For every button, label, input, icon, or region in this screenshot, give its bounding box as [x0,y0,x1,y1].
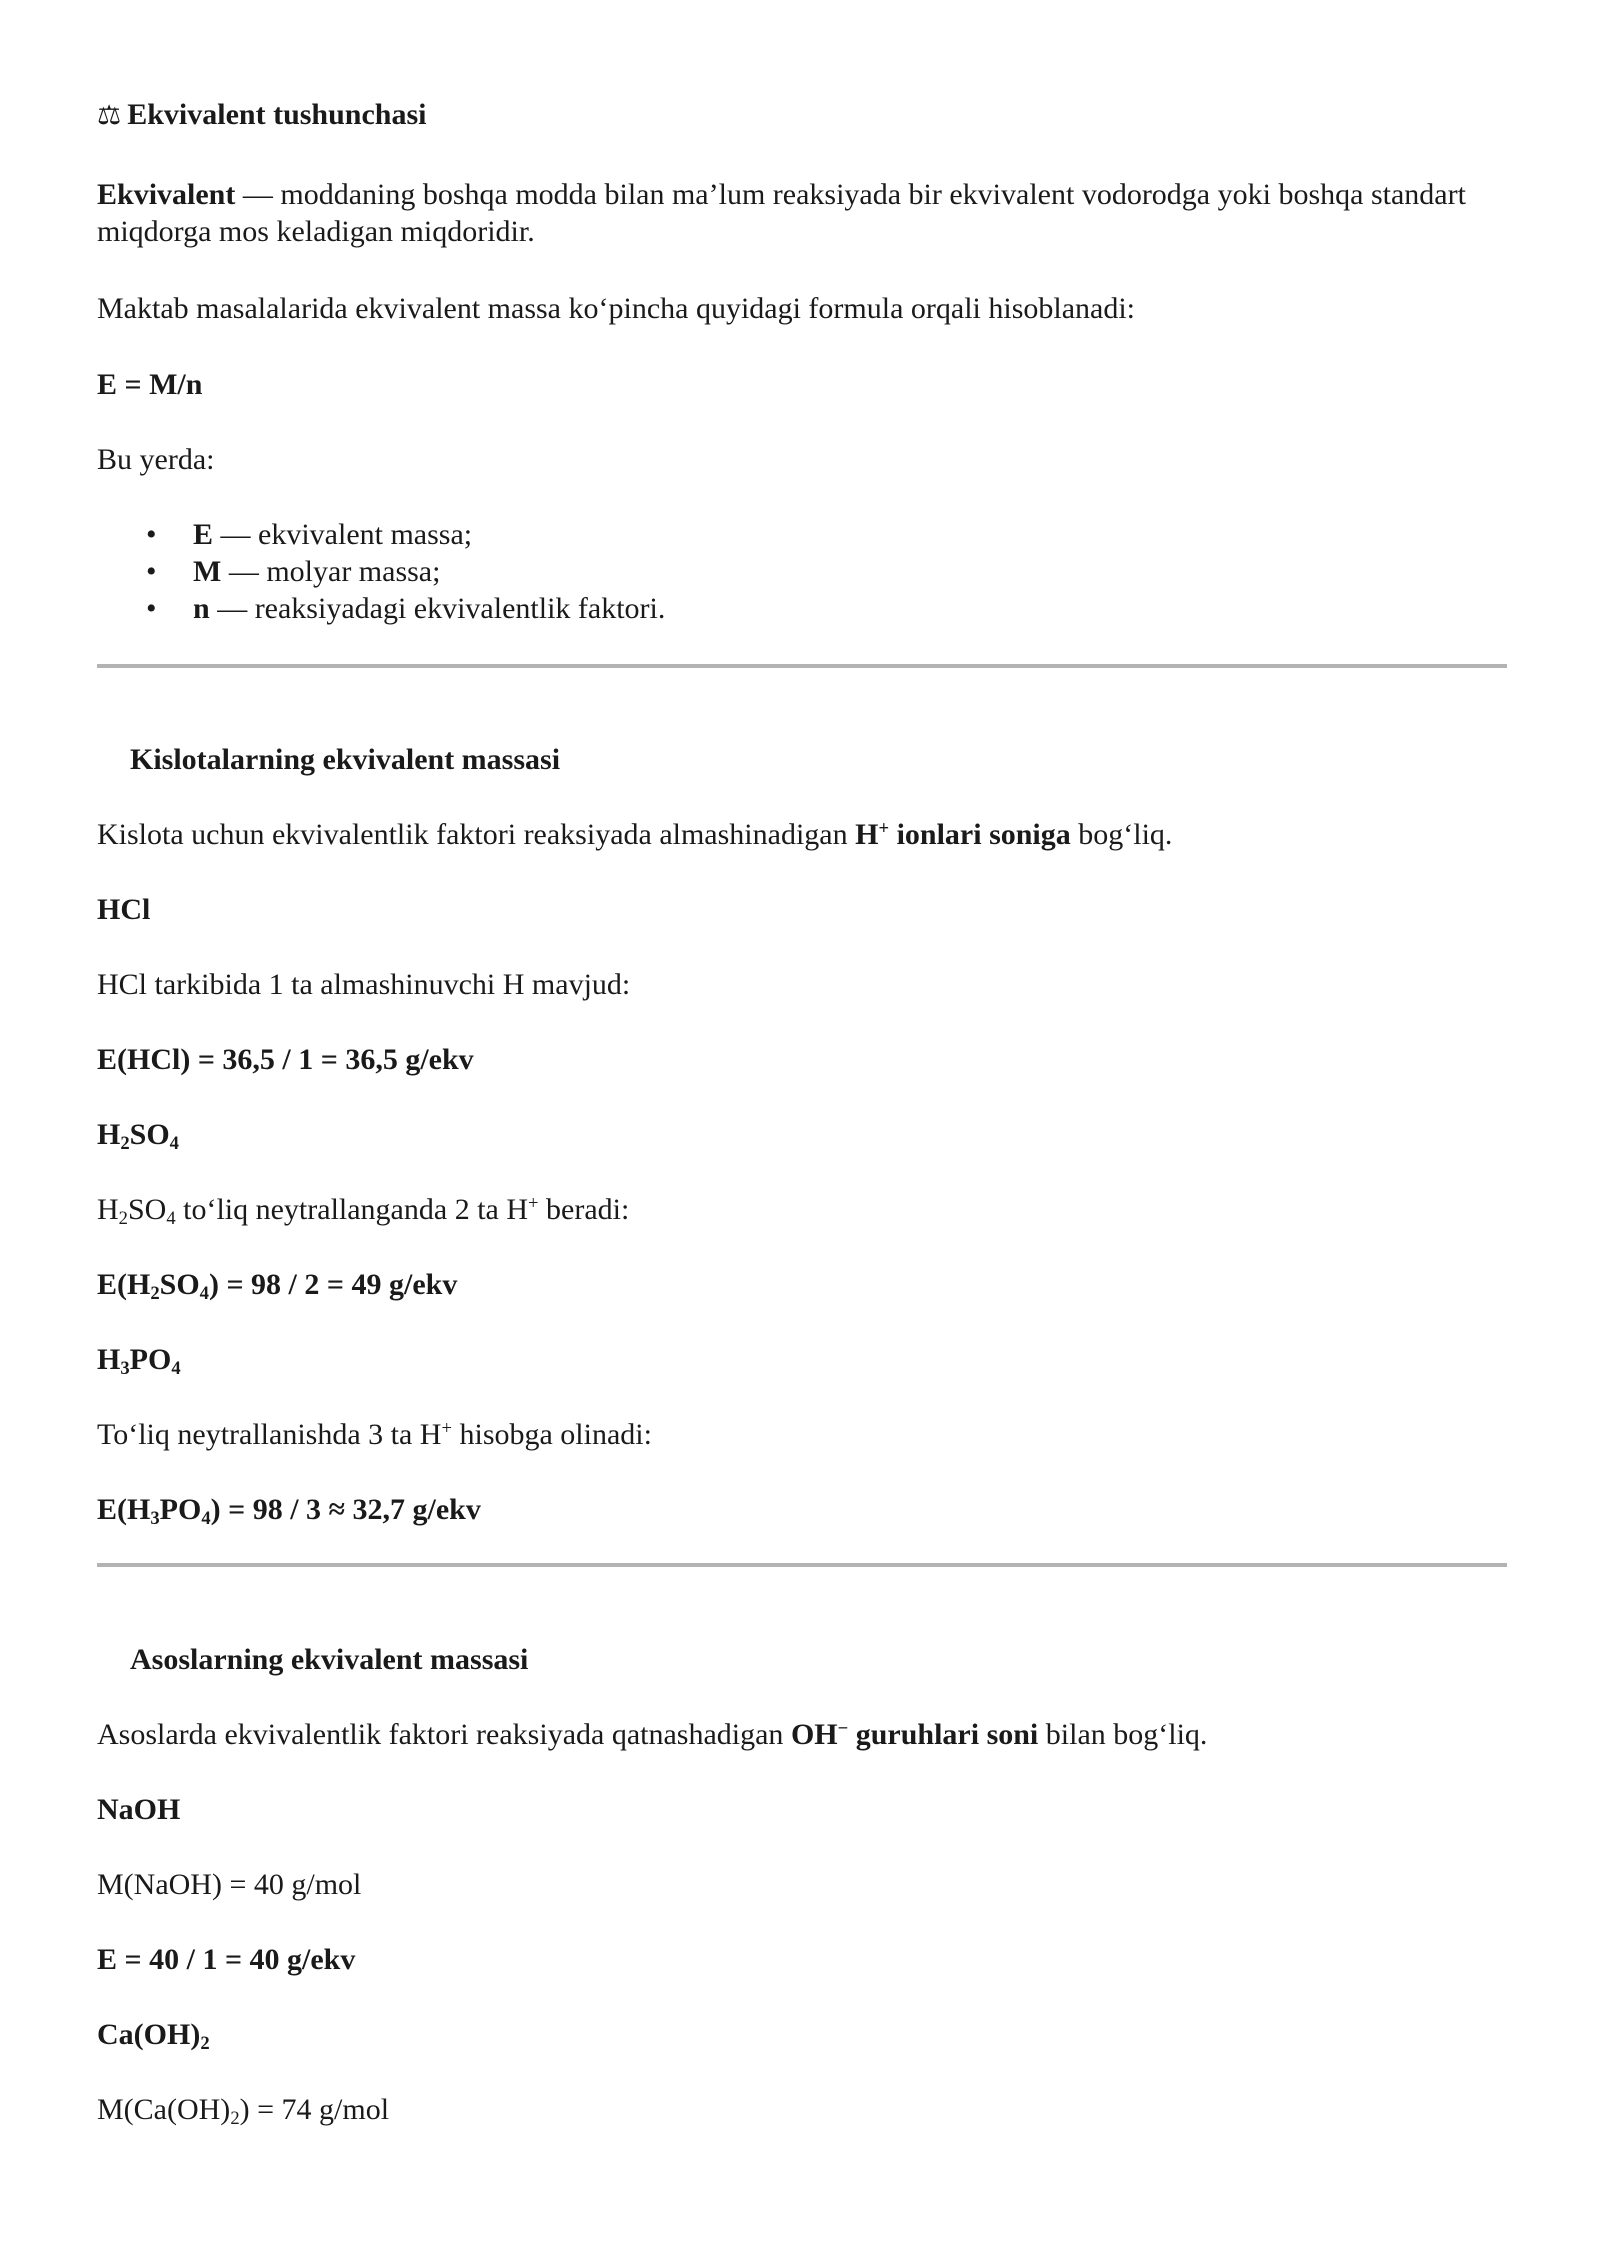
section-title-ekvivalent [97,96,427,134]
where-text: Bu yerda: [97,443,215,476]
formula-part: ) = 98 / 3 ≈ 32,7 g/ekv [210,1493,481,1526]
formula-sub: 4 [169,1133,179,1155]
section-title-text: Ekvivalent tushunchasi [127,98,427,131]
h3po4-label [97,1341,181,1378]
section-title-kislotalar: Kislotalarning ekvivalent massasi [130,743,561,776]
bullet-icon: • [146,518,157,551]
lead-bold-rest: guruhlari soni [848,1718,1039,1751]
lead-bold-oh: OH [790,1718,838,1751]
lead-bold-sup: − [837,1717,849,1739]
formula-sub: 3 [120,1358,130,1380]
definition-term: Ekvivalent [97,178,236,211]
formula-part: H [97,1193,119,1226]
list-item [146,553,665,590]
text-part: to‘liq neytrallanganda 2 ta H [175,1193,529,1226]
formula-sup: + [441,1417,452,1439]
formula-part: M(Ca(OH) [97,2093,231,2126]
list-item [146,516,665,553]
lead-bold-rest: ionlari soniga [889,818,1071,851]
formula-part: H [97,1343,121,1376]
h2so4-calc [97,1266,457,1303]
formula-sub: 2 [118,1208,128,1230]
hcl-text: HCl tarkibida 1 ta almashinuvchi H mavjud: [97,968,631,1001]
formula-part: E(H [97,1493,151,1526]
formula-sub: 3 [150,1508,160,1530]
list-item-text: — molyar massa; [221,555,441,588]
lead-bold-sup: + [878,817,890,839]
lead-after: bilan bog‘liq. [1038,1718,1208,1751]
formula-part: PO [129,1343,172,1376]
definitions-list [97,516,665,627]
formula-part: E(H [97,1268,151,1301]
list-item-term: M [193,555,222,588]
hcl-label: HCl [97,893,151,926]
h2so4-label [97,1116,179,1153]
formula-sub: 4 [201,1508,211,1530]
naoh-label: NaOH [97,1793,181,1826]
formula-part: PO [159,1493,202,1526]
formula-part: Ca(OH) [97,2018,201,2051]
text-part: To‘liq neytrallanishda 3 ta H [97,1418,442,1451]
list-item [146,590,665,627]
text-part: hisobga olinadi: [451,1418,652,1451]
formula-part: SO [129,1118,170,1151]
formula-sub: 4 [166,1208,176,1230]
formula-sub: 4 [199,1283,209,1305]
lead-after: bog‘liq. [1070,818,1173,851]
caoh2-molar [97,2091,389,2128]
hcl-calc: E(HCl) = 36,5 / 1 = 36,5 g/ekv [97,1043,474,1076]
lead-text: Asoslarda ekvivalentlik faktori reaksiyada qatnashadigan [97,1718,791,1751]
formula-part: H [97,1118,121,1151]
horizontal-divider [97,664,1507,668]
definition-text: — moddaning boshqa modda bilan ma’lum reaksiyada bir ekvivalent vodorodga yoki boshqa standart miqdorga mos keladigan miqdoridir. [97,178,1466,248]
base-lead-text [97,1716,1207,1753]
scale-icon: ⚖ [97,100,122,131]
lead-bold-h: H [855,818,879,851]
list-item-text: — ekvivalent massa; [213,518,473,551]
formula-part: SO [127,1193,167,1226]
formula-sub: 2 [230,2108,240,2130]
formula-sub: 2 [150,1283,160,1305]
main-formula: E = M/n [97,368,203,401]
formula-sub: 4 [171,1358,181,1380]
intro-text: Maktab masalalarida ekvivalent massa ko‘pincha quyidagi formula orqali hisoblanadi: [97,292,1136,325]
naoh-calc: E = 40 / 1 = 40 g/ekv [97,1943,356,1976]
list-item-text: — reaksiyadagi ekvivalentlik faktori. [209,592,666,625]
section-title-asoslar: Asoslarning ekvivalent massasi [130,1643,529,1676]
h3po4-calc [97,1491,481,1528]
definition-paragraph [97,176,1507,250]
formula-sup: + [528,1192,539,1214]
formula-part: ) = 98 / 2 = 49 g/ekv [208,1268,458,1301]
caoh2-label [97,2016,210,2053]
horizontal-divider [97,1563,1507,1567]
bullet-icon: • [146,555,157,588]
formula-sub: 2 [200,2033,210,2055]
text-part: beradi: [538,1193,630,1226]
naoh-molar: M(NaOH) = 40 g/mol [97,1868,362,1901]
bullet-icon: • [146,592,157,625]
formula-sub: 2 [120,1133,130,1155]
h2so4-text [97,1191,629,1228]
list-item-term: n [193,592,210,625]
formula-part: SO [159,1268,200,1301]
lead-text: Kislota uchun ekvivalentlik faktori reaksiyada almashinadigan [97,818,856,851]
acid-lead-text [97,816,1172,853]
list-item-term: E [193,518,214,551]
h3po4-text [97,1416,652,1453]
formula-part: ) = 74 g/mol [239,2093,390,2126]
